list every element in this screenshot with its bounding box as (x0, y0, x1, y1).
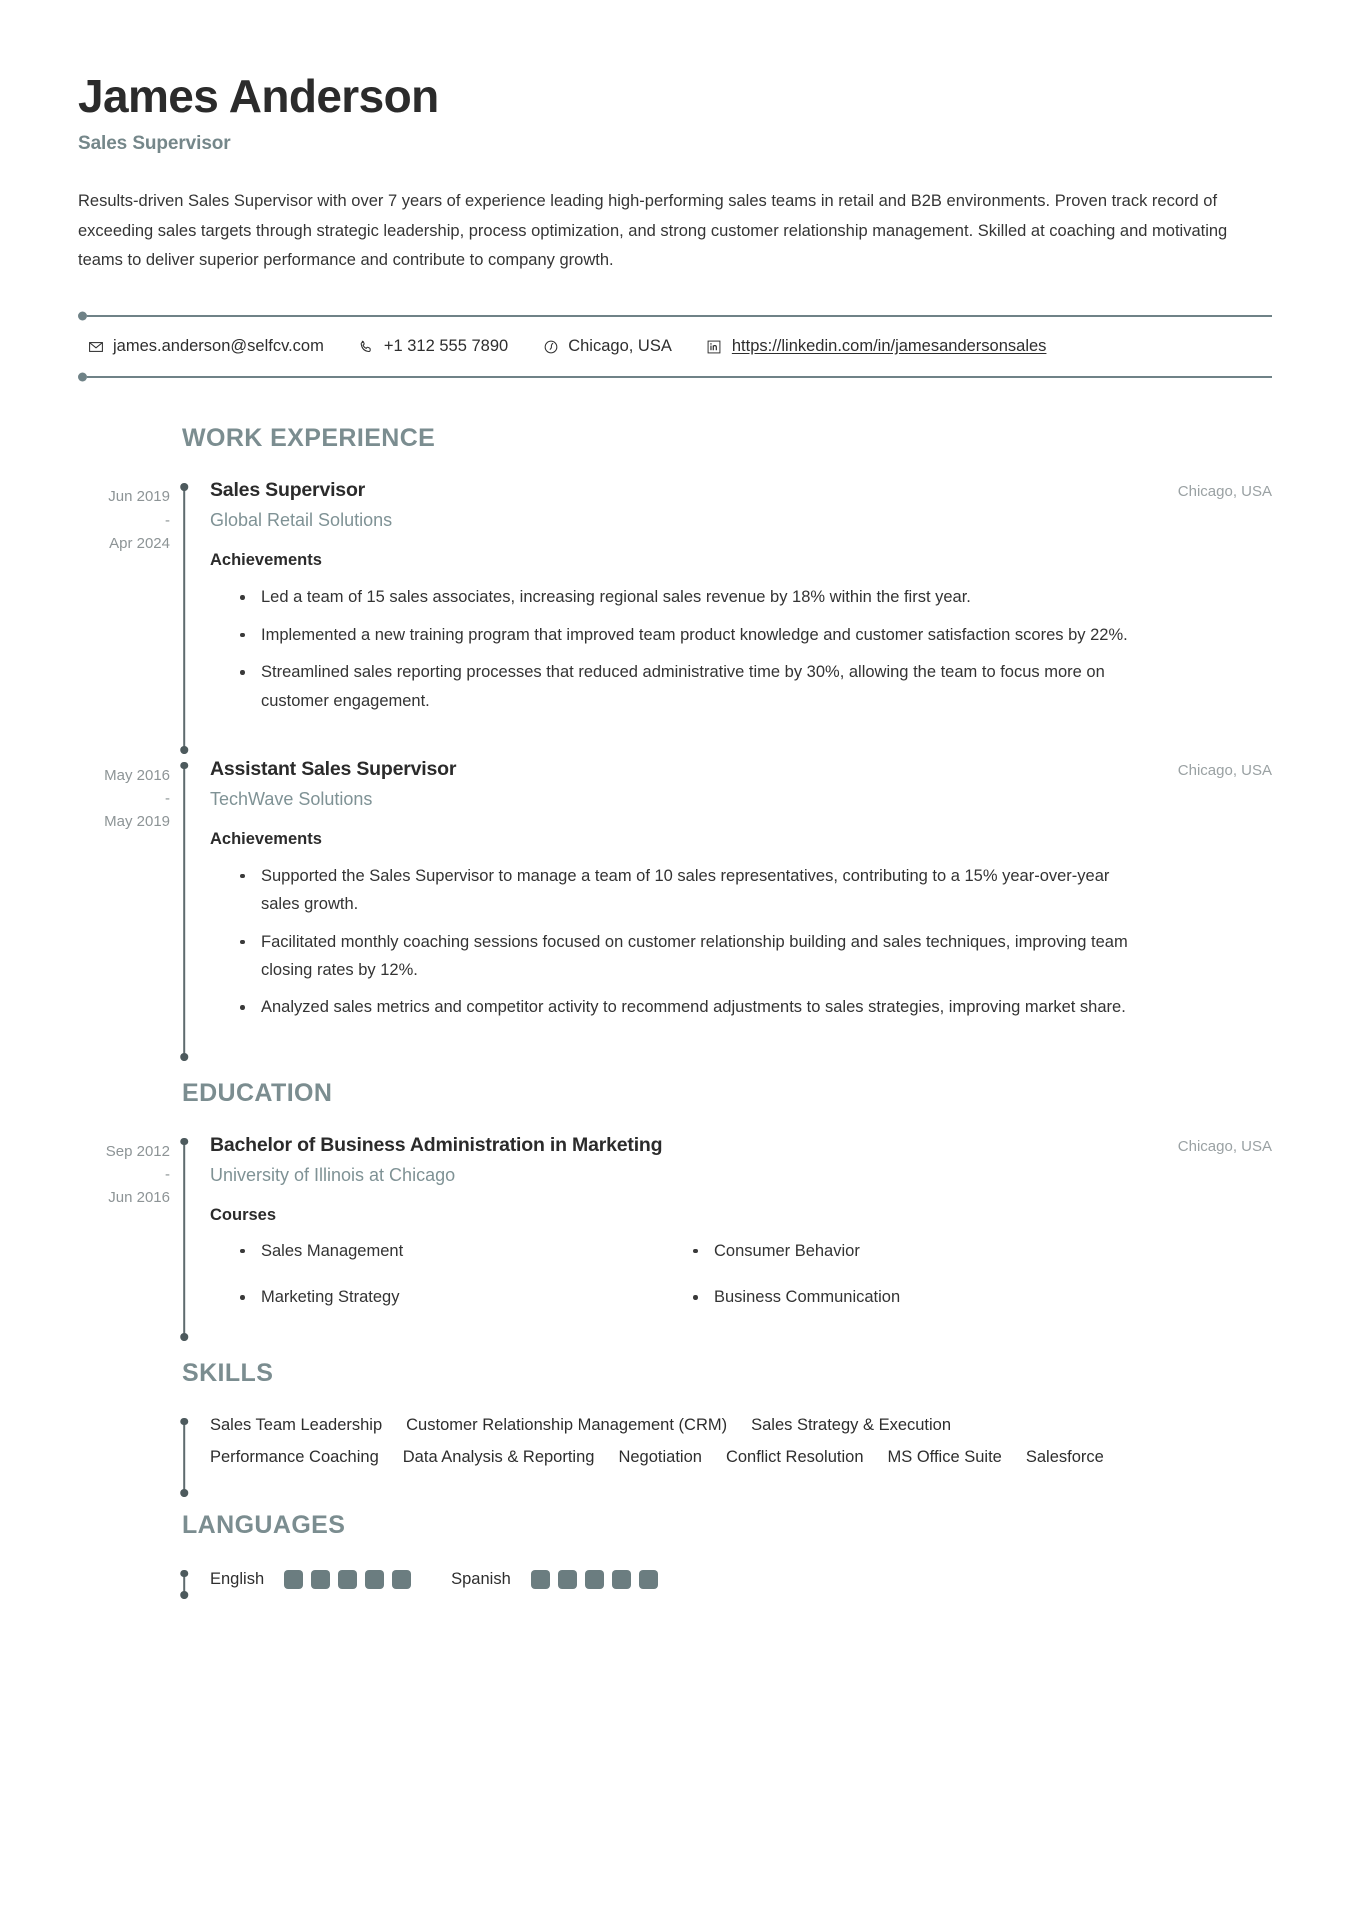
education-degree: Bachelor of Business Administration in Marketing (210, 1133, 663, 1156)
date-start: Jun 2019 (108, 488, 170, 506)
timeline-dot-bottom (180, 1053, 188, 1061)
date-end: Apr 2024 (109, 534, 170, 552)
skill-item: Data Analysis & Reporting (402, 1447, 595, 1466)
timeline-dot-top (180, 483, 188, 491)
contact-linkedin[interactable] (706, 337, 1047, 356)
timeline-marker (170, 1566, 198, 1599)
work-entry-subhead: Achievements (210, 551, 322, 570)
timeline-dot-top (180, 1418, 188, 1426)
section-skills (78, 1359, 1272, 1497)
contact-email[interactable] (87, 337, 324, 356)
contact-items (78, 317, 1272, 376)
timeline-marker (170, 479, 198, 754)
contact-email-text: james.anderson@selfcv.com (113, 337, 324, 356)
contact-rule-top (87, 315, 1272, 317)
contact-linkedin-text[interactable]: https://linkedin.com/in/jamesandersonsales (731, 337, 1047, 356)
language-level-square (365, 1570, 384, 1589)
timeline-line (183, 1424, 185, 1497)
work-entry-bullets (210, 583, 1272, 715)
work-entry-body (198, 479, 1272, 754)
skills-date-spacer (78, 1414, 170, 1497)
skills-list (210, 1414, 1110, 1467)
work-entry-head (210, 758, 1272, 781)
work-entry-role: Assistant Sales Supervisor (210, 757, 457, 780)
timeline-line (183, 768, 185, 1061)
skill-item: MS Office Suite (887, 1447, 1002, 1466)
education-school: University of Illinois at Chicago (210, 1164, 456, 1185)
language-level-square (392, 1570, 411, 1589)
timeline-marker (170, 1134, 198, 1341)
work-entry-dates (78, 758, 170, 1061)
language-level-spanish (531, 1570, 658, 1589)
language-level-square (558, 1570, 577, 1589)
education-entry-dates (78, 1134, 170, 1341)
skill-item: Performance Coaching (210, 1447, 379, 1466)
timeline-line (183, 489, 185, 754)
language-level-square (612, 1570, 631, 1589)
language-level-english (284, 1570, 411, 1589)
resume-header (78, 72, 1272, 275)
work-entry-dates (78, 479, 170, 754)
education-entry-head (210, 1134, 1272, 1157)
skill-item: Salesforce (1025, 1447, 1104, 1466)
contact-location (542, 337, 672, 356)
section-title-work: WORK EXPERIENCE (182, 424, 436, 453)
education-location: Chicago, USA (1177, 1137, 1272, 1155)
date-dash: - (165, 511, 170, 529)
section-languages (78, 1511, 1272, 1599)
language-level-square (338, 1570, 357, 1589)
skill-item: Sales Team Leadership (210, 1415, 383, 1434)
timeline-dot-top (180, 1570, 188, 1578)
date-dash: - (165, 1166, 170, 1183)
linkedin-icon (706, 338, 723, 355)
section-title-languages: LANGUAGES (182, 1510, 346, 1539)
contact-phone-text: +1 312 555 7890 (383, 337, 509, 356)
skills-entry (78, 1414, 1272, 1497)
list-item: Sales Management (240, 1238, 677, 1264)
timeline-dot-top (180, 1138, 188, 1146)
date-start: Sep 2012 (105, 1142, 170, 1160)
list-item: Streamlined sales reporting processes that reduced administrative time by 30%, allowing the team to focus more on customer engagement. (240, 658, 1140, 715)
language-name: Spanish (451, 1569, 511, 1588)
list-item: Supported the Sales Supervisor to manage a team of 10 sales representatives, contributing to a 15% year-over-year sales growth. (240, 862, 1140, 919)
date-end: May 2019 (104, 813, 170, 831)
languages-entry (78, 1566, 1272, 1599)
work-entry-role: Sales Supervisor (210, 479, 366, 502)
list-item: Consumer Behavior (693, 1238, 1130, 1264)
work-entry-head (210, 479, 1272, 502)
timeline-marker (170, 758, 198, 1061)
contact-rule-bottom (87, 376, 1272, 378)
work-entry-location: Chicago, USA (1177, 761, 1272, 779)
language-level-square (585, 1570, 604, 1589)
language-level-square (531, 1570, 550, 1589)
location-pin-icon (542, 338, 559, 355)
skill-item: Negotiation (618, 1447, 702, 1466)
contact-bar (78, 315, 1272, 378)
phone-icon (358, 338, 375, 355)
list-item: Led a team of 15 sales associates, increasing regional sales revenue by 18% within the first year. (240, 583, 1140, 611)
language-level-square (311, 1570, 330, 1589)
list-item: Marketing Strategy (240, 1284, 677, 1310)
date-end: Jun 2016 (108, 1189, 170, 1207)
education-subhead: Courses (210, 1205, 277, 1224)
envelope-icon (87, 338, 104, 355)
timeline-dot-bottom (180, 1333, 188, 1341)
section-title-skills: SKILLS (182, 1358, 274, 1387)
languages-list (210, 1566, 1272, 1589)
work-entry-organization: TechWave Solutions (210, 788, 373, 809)
timeline-line (183, 1144, 185, 1341)
language-level-square (284, 1570, 303, 1589)
work-entry-organization: Global Retail Solutions (210, 510, 393, 531)
professional-summary: Results-driven Sales Supervisor with over 7 years of experience leading high-performing sales teams in retail and B2B environments. Proven track record of exceeding sales targets through strategic leadership, process optimization, and strong customer relationship management. Skilled at coaching and motivating teams to deliver superior performance and contribute to company growth. (78, 192, 1228, 270)
timeline-dot-bottom (180, 746, 188, 754)
timeline-marker (170, 1414, 198, 1497)
list-item: Analyzed sales metrics and competitor activity to recommend adjustments to sales strategies, improving market share. (240, 993, 1140, 1021)
section-education (78, 1079, 1272, 1345)
skill-item: Conflict Resolution (725, 1447, 864, 1466)
contact-location-text: Chicago, USA (568, 337, 672, 356)
work-entry-body (198, 758, 1272, 1061)
date-dash: - (165, 790, 170, 808)
skills-body (198, 1414, 1272, 1497)
skill-item: Customer Relationship Management (CRM) (406, 1415, 728, 1434)
language-name: English (210, 1569, 265, 1588)
skill-item: Sales Strategy & Execution (751, 1415, 952, 1434)
date-start: May 2016 (104, 766, 170, 784)
languages-body (198, 1566, 1272, 1599)
language-level-square (639, 1570, 658, 1589)
job-title: Sales Supervisor (78, 133, 231, 155)
list-item: Implemented a new training program that improved team product knowledge and customer satisfaction scores by 22%. (240, 621, 1140, 649)
education-entry (78, 1134, 1272, 1345)
list-item: Business Communication (693, 1284, 1130, 1310)
language-item (451, 1570, 658, 1589)
timeline-dot-bottom (180, 1489, 188, 1497)
contact-phone[interactable] (358, 337, 508, 356)
language-item (210, 1570, 411, 1589)
timeline-dot-bottom (180, 1591, 188, 1599)
section-work-experience (78, 424, 1272, 1064)
languages-date-spacer (78, 1566, 170, 1599)
work-entry (78, 758, 1272, 1065)
work-entry-location: Chicago, USA (1177, 483, 1272, 501)
section-title-education: EDUCATION (182, 1078, 333, 1107)
list-item: Facilitated monthly coaching sessions focused on customer relationship building and sales techniques, improving team closing rates by 12%. (240, 928, 1140, 985)
page-title: James Anderson (78, 70, 439, 122)
work-entry-bullets (210, 862, 1272, 1022)
work-entry-subhead: Achievements (210, 829, 322, 848)
work-entry (78, 479, 1272, 758)
courses-grid (210, 1238, 1130, 1311)
education-entry-body (198, 1134, 1272, 1341)
timeline-dot-top (180, 762, 188, 770)
